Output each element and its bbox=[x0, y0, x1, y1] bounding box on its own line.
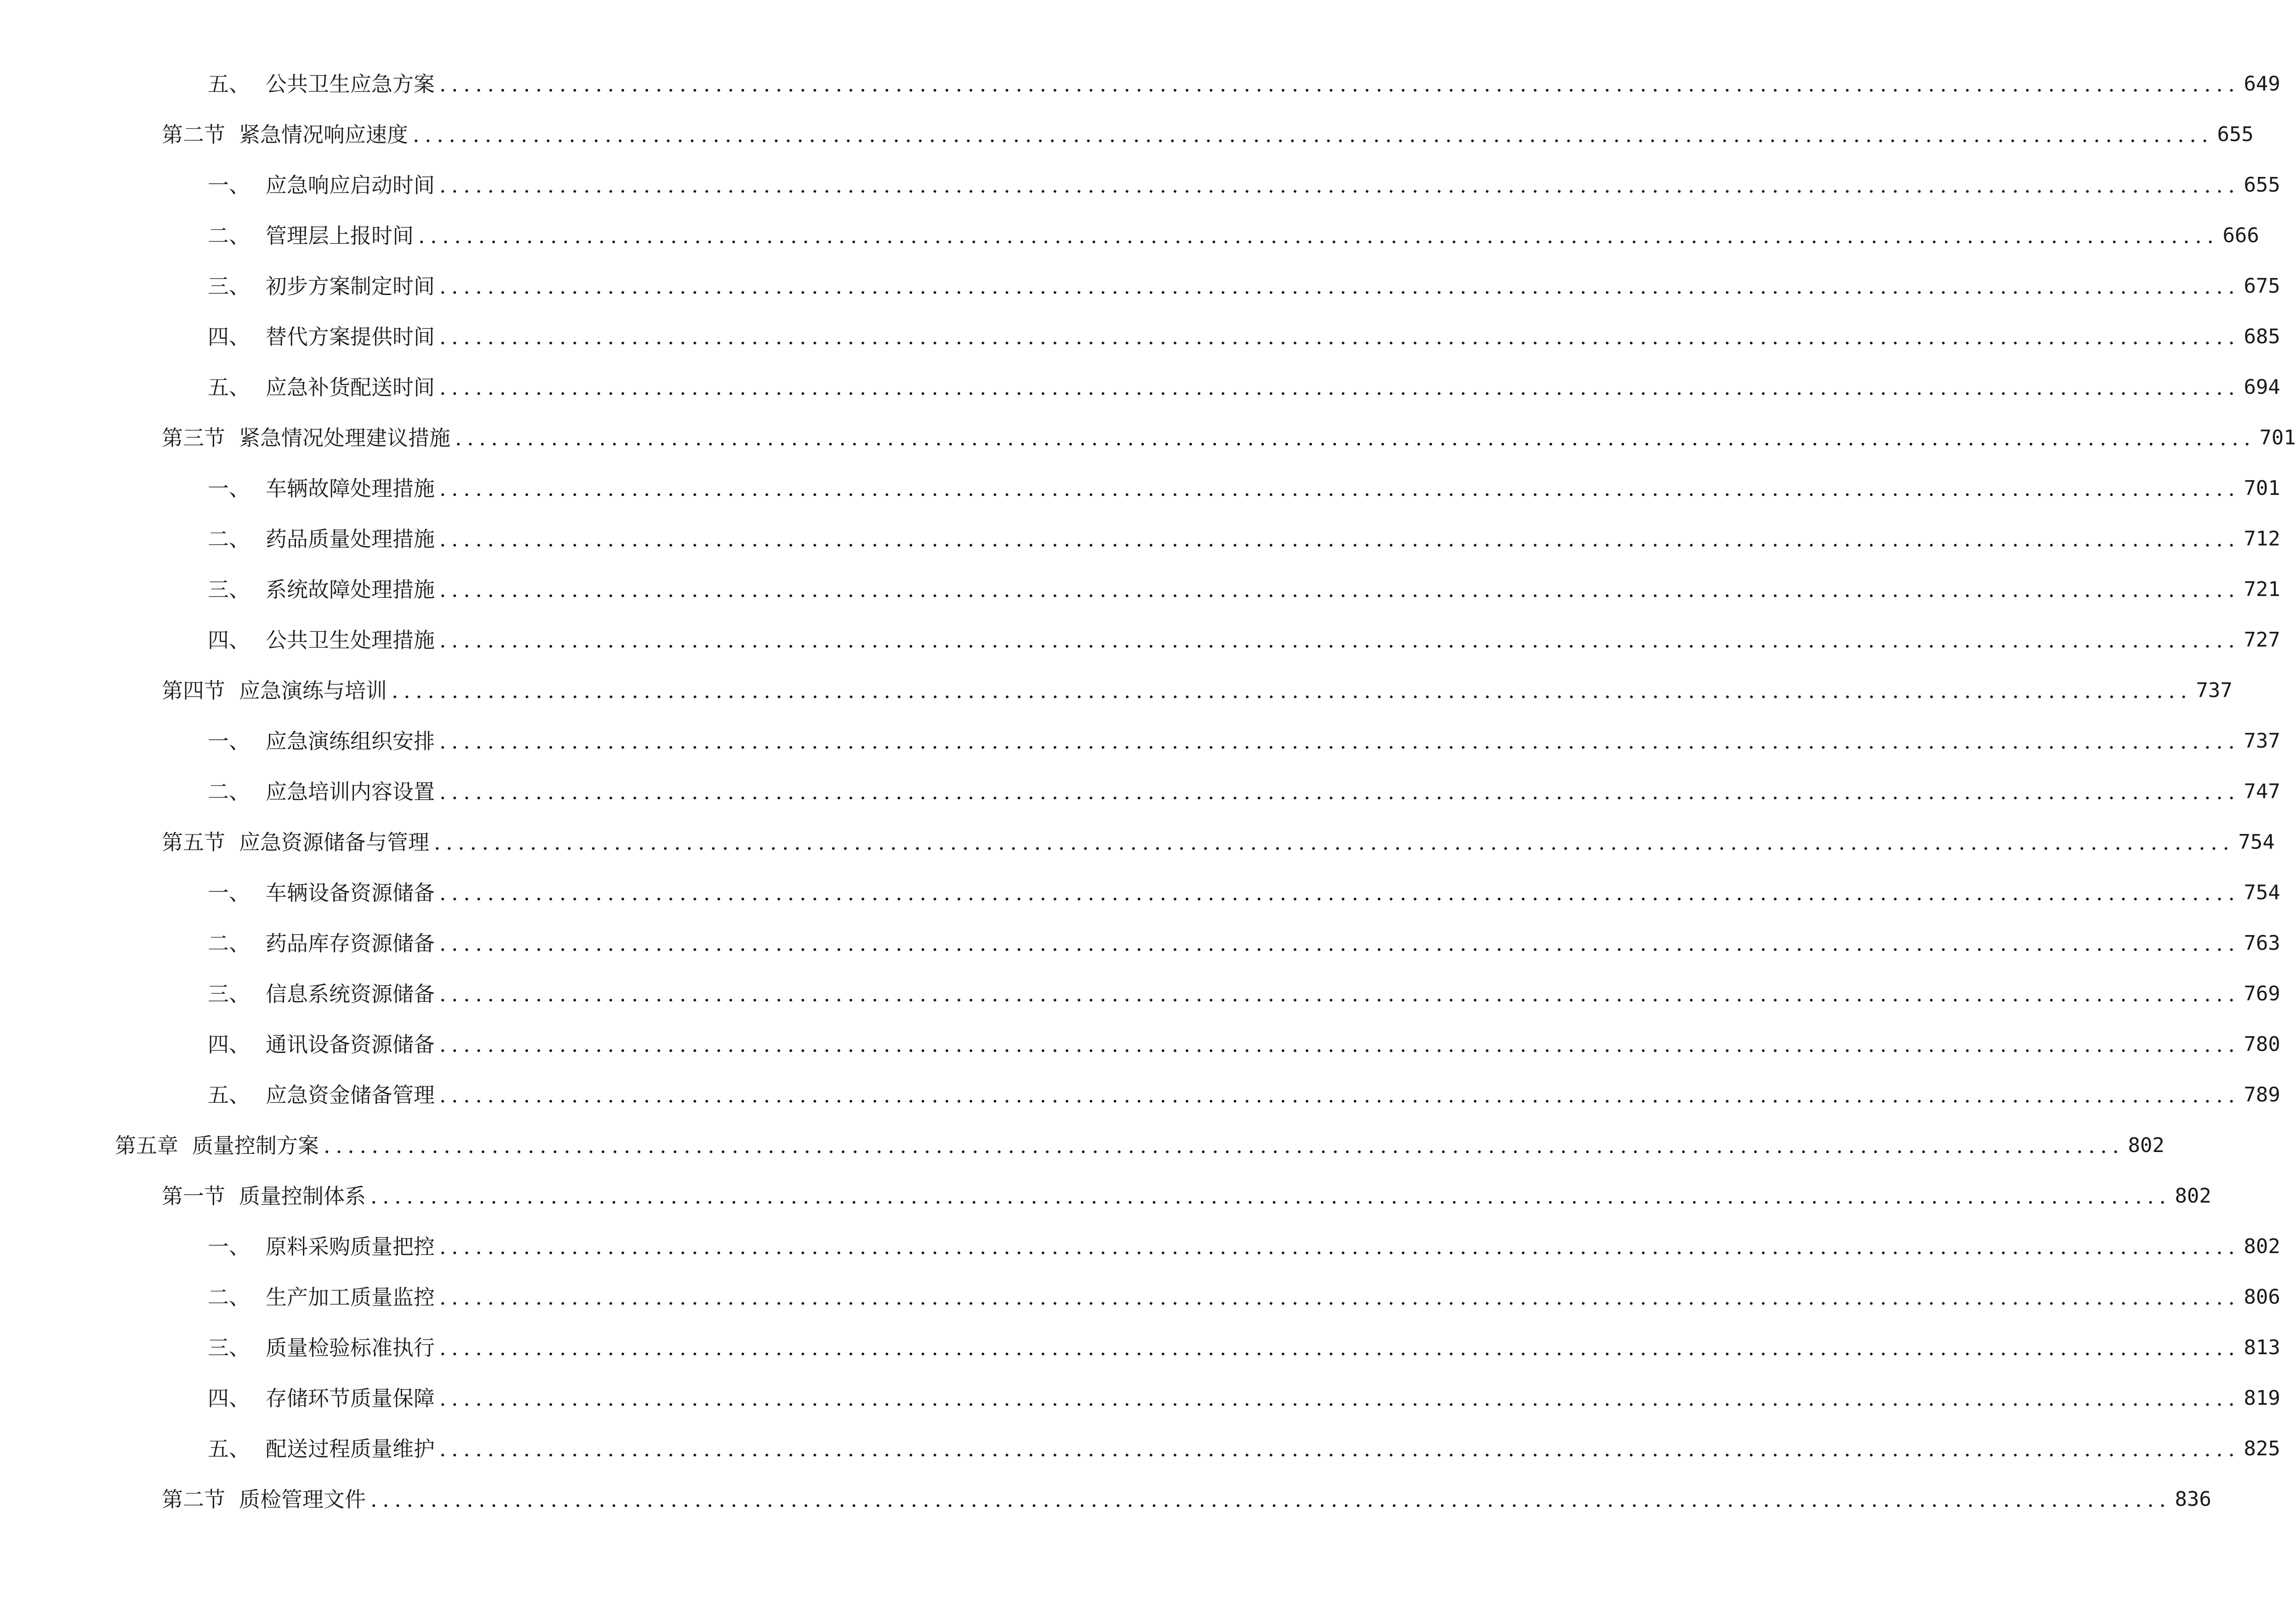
toc-entry-page: 769 bbox=[2244, 982, 2280, 1005]
toc-entry[interactable] bbox=[208, 318, 2280, 355]
toc-entry-title: 通讯设备资源储备 bbox=[266, 1032, 435, 1057]
toc-entry[interactable] bbox=[208, 1026, 2280, 1063]
toc-entry-number: 一、 bbox=[208, 729, 250, 754]
toc-leader-dots: ...................................................................................................................................................... bbox=[439, 779, 2240, 804]
toc-entry-title: 质量控制体系 bbox=[239, 1184, 366, 1209]
toc-leader-dots: ...................................................................................................................................................... bbox=[413, 122, 2214, 147]
toc-entry-title: 存储环节质量保障 bbox=[266, 1386, 435, 1411]
toc-leader-dots: ...................................................................................................................................................... bbox=[434, 830, 2235, 855]
toc-leader-dots: ...................................................................................................................................................... bbox=[439, 1436, 2240, 1461]
toc-entry[interactable] bbox=[208, 571, 2280, 608]
toc-entry-title: 配送过程质量维护 bbox=[266, 1436, 435, 1461]
toc-entry-page: 763 bbox=[2244, 931, 2280, 955]
toc-entry[interactable] bbox=[208, 66, 2280, 102]
toc-leader-dots: ...................................................................................................................................................... bbox=[439, 1285, 2240, 1310]
toc-entry-number: 第五章 bbox=[115, 1133, 178, 1158]
toc-entry-title: 药品质量处理措施 bbox=[266, 527, 435, 551]
toc-entry-title: 紧急情况处理建议措施 bbox=[239, 426, 450, 450]
toc-entry-title: 替代方案提供时间 bbox=[266, 324, 435, 349]
toc-entry-page: 655 bbox=[2217, 123, 2254, 146]
toc-entry-page: 802 bbox=[2175, 1184, 2211, 1208]
toc-leader-dots: ...................................................................................................................................................... bbox=[439, 729, 2240, 754]
toc-entry[interactable] bbox=[208, 622, 2280, 658]
toc-entry-page: 655 bbox=[2244, 173, 2280, 197]
toc-entry-page: 780 bbox=[2244, 1033, 2280, 1056]
toc-entry[interactable] bbox=[208, 723, 2280, 760]
toc-leader-dots: ...................................................................................................................................................... bbox=[439, 375, 2240, 400]
toc-entry-page: 685 bbox=[2244, 325, 2280, 348]
toc-entry-number: 第二节 bbox=[162, 1487, 225, 1512]
toc-entry-page: 747 bbox=[2244, 780, 2280, 803]
toc-leader-dots: ...................................................................................................................................................... bbox=[439, 72, 2240, 96]
toc-entry[interactable] bbox=[162, 420, 2296, 456]
toc-leader-dots: ...................................................................................................................................................... bbox=[324, 1133, 2125, 1158]
toc-leader-dots: ...................................................................................................................................................... bbox=[439, 173, 2240, 198]
toc-entry-number: 三、 bbox=[208, 577, 250, 602]
toc-entry-title: 质量控制方案 bbox=[192, 1133, 319, 1158]
toc-leader-dots: ...................................................................................................................................................... bbox=[439, 880, 2240, 905]
toc-entry-page: 675 bbox=[2244, 274, 2280, 298]
toc-entry-page: 727 bbox=[2244, 628, 2280, 652]
toc-entry-title: 药品库存资源储备 bbox=[266, 931, 435, 956]
toc-entry-number: 五、 bbox=[208, 72, 250, 96]
toc-entry[interactable] bbox=[162, 1178, 2211, 1215]
toc-entry[interactable] bbox=[162, 672, 2233, 709]
toc-entry[interactable] bbox=[208, 217, 2259, 254]
toc-entry-number: 第五节 bbox=[162, 830, 225, 855]
toc-entry[interactable] bbox=[208, 1077, 2280, 1113]
toc-entry-number: 四、 bbox=[208, 1386, 250, 1411]
toc-leader-dots: ...................................................................................................................................................... bbox=[418, 223, 2219, 248]
toc-entry[interactable] bbox=[208, 1228, 2280, 1265]
toc-entry[interactable] bbox=[115, 1127, 2165, 1164]
toc-entry-page: 712 bbox=[2244, 527, 2280, 551]
toc-entry[interactable] bbox=[208, 1329, 2280, 1366]
toc-entry-page: 789 bbox=[2244, 1083, 2280, 1107]
toc-entry[interactable] bbox=[208, 1380, 2280, 1417]
toc-entry-number: 一、 bbox=[208, 173, 250, 198]
toc-entry-title: 车辆设备资源储备 bbox=[266, 880, 435, 905]
toc-entry-title: 公共卫生应急方案 bbox=[266, 72, 435, 96]
toc-entry-title: 管理层上报时间 bbox=[266, 223, 414, 248]
toc-entry-number: 二、 bbox=[208, 779, 250, 804]
toc-leader-dots: ...................................................................................................................................................... bbox=[439, 1386, 2240, 1411]
toc-entry-number: 二、 bbox=[208, 527, 250, 551]
toc-entry-title: 公共卫生处理措施 bbox=[266, 628, 435, 653]
toc-entry[interactable] bbox=[208, 369, 2280, 406]
toc-leader-dots: ...................................................................................................................................................... bbox=[455, 426, 2256, 450]
toc-entry-page: 806 bbox=[2244, 1285, 2280, 1309]
toc-entry-page: 721 bbox=[2244, 578, 2280, 601]
toc-leader-dots: ...................................................................................................................................................... bbox=[439, 931, 2240, 956]
toc-entry-title: 生产加工质量监控 bbox=[266, 1285, 435, 1310]
toc-entry-page: 694 bbox=[2244, 375, 2280, 399]
toc-entry-page: 649 bbox=[2244, 72, 2280, 96]
toc-entry-number: 三、 bbox=[208, 274, 250, 299]
toc-entry-number: 四、 bbox=[208, 324, 250, 349]
toc-entry-title: 应急培训内容设置 bbox=[266, 779, 435, 804]
toc-entry-page: 836 bbox=[2175, 1487, 2211, 1511]
toc-entry-number: 三、 bbox=[208, 1335, 250, 1360]
toc-entry[interactable] bbox=[208, 167, 2280, 204]
toc-entry-number: 三、 bbox=[208, 982, 250, 1006]
toc-entry[interactable] bbox=[208, 874, 2280, 911]
toc-leader-dots: ...................................................................................................................................................... bbox=[439, 476, 2240, 501]
toc-entry-page: 737 bbox=[2196, 679, 2233, 702]
toc-leader-dots: ...................................................................................................................................................... bbox=[439, 628, 2240, 653]
toc-entry-title: 系统故障处理措施 bbox=[266, 577, 435, 602]
toc-entry-title: 应急演练与培训 bbox=[239, 678, 387, 703]
toc-entry[interactable] bbox=[208, 976, 2280, 1012]
toc-entry-title: 信息系统资源储备 bbox=[266, 982, 435, 1006]
toc-entry-page: 819 bbox=[2244, 1386, 2280, 1410]
toc-entry-number: 四、 bbox=[208, 1032, 250, 1057]
toc-entry-title: 紧急情况响应速度 bbox=[239, 122, 408, 147]
toc-leader-dots: ...................................................................................................................................................... bbox=[439, 527, 2240, 551]
toc-leader-dots: ...................................................................................................................................................... bbox=[392, 678, 2193, 703]
toc-leader-dots: ...................................................................................................................................................... bbox=[439, 274, 2240, 299]
toc-entry-title: 应急补货配送时间 bbox=[266, 375, 435, 400]
toc-entry-page: 802 bbox=[2128, 1134, 2165, 1157]
toc-entry-title: 应急资金储备管理 bbox=[266, 1083, 435, 1107]
toc-entry-number: 二、 bbox=[208, 1285, 250, 1310]
toc-leader-dots: ...................................................................................................................................................... bbox=[439, 324, 2240, 349]
toc-entry-page: 754 bbox=[2238, 830, 2275, 854]
toc-entry-page: 825 bbox=[2244, 1437, 2280, 1460]
toc-leader-dots: ...................................................................................................................................................... bbox=[370, 1487, 2171, 1512]
toc-entry-page: 666 bbox=[2222, 224, 2259, 247]
toc-entry-title: 应急资源储备与管理 bbox=[239, 830, 429, 855]
toc-entry[interactable] bbox=[208, 1279, 2280, 1316]
toc-entry[interactable] bbox=[208, 268, 2280, 305]
toc-entry-page: 701 bbox=[2244, 477, 2280, 500]
toc-entry-number: 一、 bbox=[208, 1234, 250, 1259]
toc-entry-page: 737 bbox=[2244, 729, 2280, 753]
toc-leader-dots: ...................................................................................................................................................... bbox=[370, 1184, 2171, 1209]
toc-entry-number: 一、 bbox=[208, 476, 250, 501]
toc-leader-dots: ...................................................................................................................................................... bbox=[439, 1335, 2240, 1360]
toc-entry-number: 四、 bbox=[208, 628, 250, 653]
toc-entry[interactable] bbox=[162, 1481, 2211, 1518]
toc-entry-title: 应急演练组织安排 bbox=[266, 729, 435, 754]
toc-entry-number: 五、 bbox=[208, 375, 250, 400]
toc-entry-number: 二、 bbox=[208, 931, 250, 956]
toc-entry[interactable] bbox=[208, 1430, 2280, 1467]
toc-entry[interactable] bbox=[162, 824, 2275, 861]
toc-entry-page: 802 bbox=[2244, 1235, 2280, 1258]
toc-entry[interactable] bbox=[162, 116, 2254, 153]
toc-leader-dots: ...................................................................................................................................................... bbox=[439, 1234, 2240, 1259]
toc-entry-title: 原料采购质量把控 bbox=[266, 1234, 435, 1259]
toc-entry-page: 701 bbox=[2259, 426, 2296, 449]
toc-entry-title: 初步方案制定时间 bbox=[266, 274, 435, 299]
toc-entry-number: 一、 bbox=[208, 880, 250, 905]
toc-entry-number: 五、 bbox=[208, 1083, 250, 1107]
toc-leader-dots: ...................................................................................................................................................... bbox=[439, 982, 2240, 1006]
toc-entry-title: 车辆故障处理措施 bbox=[266, 476, 435, 501]
toc-entry-page: 754 bbox=[2244, 881, 2280, 904]
toc-entry-number: 第三节 bbox=[162, 426, 225, 450]
toc-entry[interactable] bbox=[208, 521, 2280, 557]
toc-entry-title: 应急响应启动时间 bbox=[266, 173, 435, 198]
toc-entry-number: 第二节 bbox=[162, 122, 225, 147]
toc-entry[interactable] bbox=[208, 773, 2280, 810]
toc-entry-title: 质检管理文件 bbox=[239, 1487, 366, 1512]
toc-leader-dots: ...................................................................................................................................................... bbox=[439, 1083, 2240, 1107]
toc-entry-number: 第一节 bbox=[162, 1184, 225, 1209]
toc-entry[interactable] bbox=[208, 470, 2280, 507]
toc-entry-number: 二、 bbox=[208, 223, 250, 248]
toc-leader-dots: ...................................................................................................................................................... bbox=[439, 1032, 2240, 1057]
toc-entry-page: 813 bbox=[2244, 1336, 2280, 1359]
toc-entry-title: 质量检验标准执行 bbox=[266, 1335, 435, 1360]
toc-entry-number: 五、 bbox=[208, 1436, 250, 1461]
toc-entry-number: 第四节 bbox=[162, 678, 225, 703]
toc-leader-dots: ...................................................................................................................................................... bbox=[439, 577, 2240, 602]
toc-entry[interactable] bbox=[208, 925, 2280, 962]
